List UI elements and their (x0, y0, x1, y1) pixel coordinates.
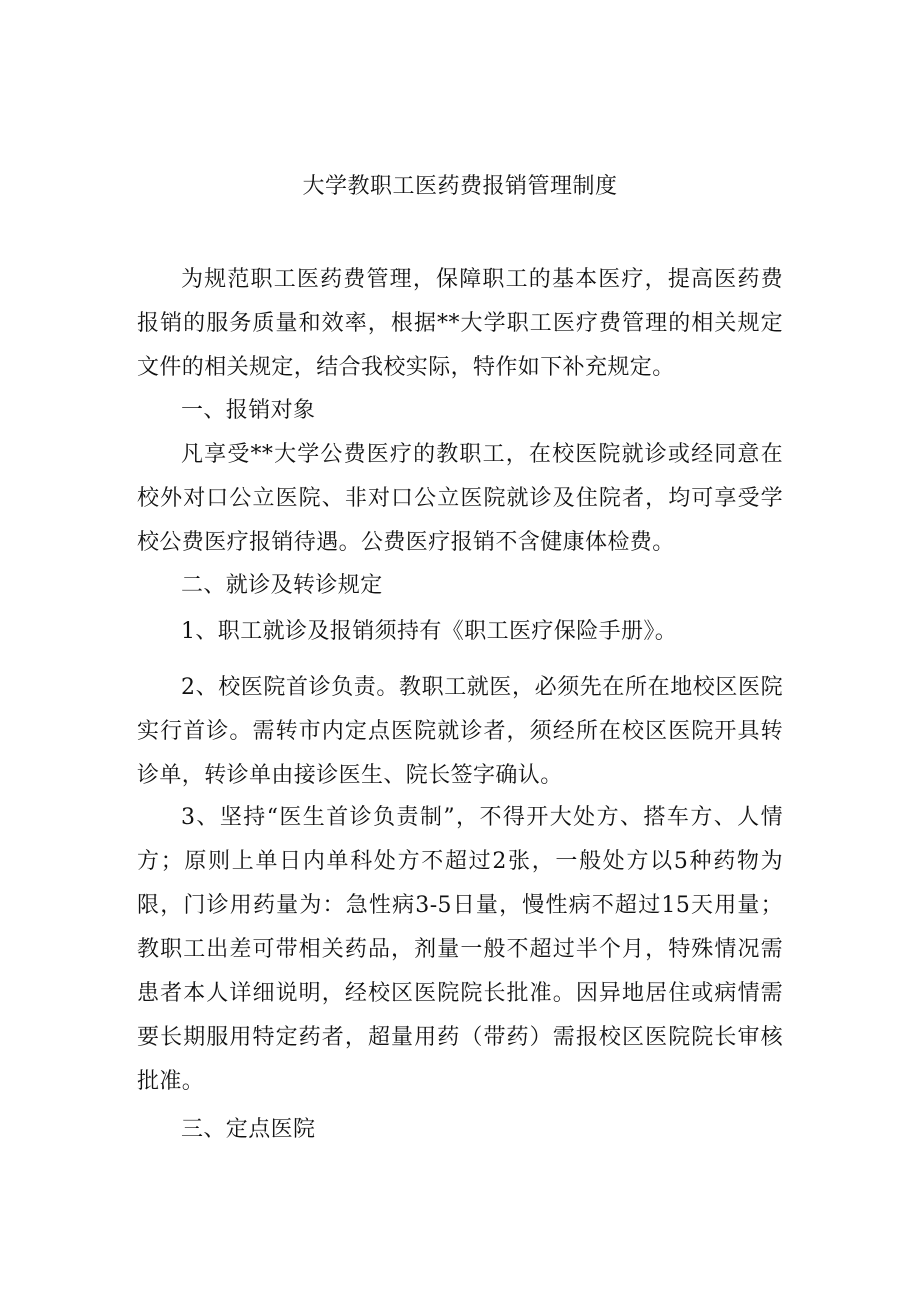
section2-heading: 二、就诊及转诊规定 (181, 573, 383, 598)
intro-paragraph: 为规范职工医药费管理，保障职工的基本医疗，提高医药费报销的服务质量和效率，根据**大学职工医疗费管理的相关规定文件的相关规定，结合我校实际，特作如下补充规定。 (137, 267, 783, 380)
section3-heading: 三、定点医院 (181, 1117, 316, 1142)
document-title: 大学教职工医药费报销管理制度 (302, 174, 618, 199)
section2-item1: 1、职工就诊及报销须持有《职工医疗保险手册》。 (181, 619, 678, 644)
section2-item2: 2、校医院首诊负责。教职工就医，必须先在所在地校区医院实行首诊。需转市内定点医院就诊者，须经所在校区医院开具转诊单，转诊单由接诊医生、院长签字确认。 (137, 675, 783, 788)
section1-heading: 一、报销对象 (181, 398, 316, 423)
section1-paragraph: 凡享受**大学公费医疗的教职工，在校医院就诊或经同意在校外对口公立医院、非对口公立医院就诊及住院者，均可享受学校公费医疗报销待遇。公费医疗报销不含健康体检费。 (137, 442, 783, 555)
section2-item3: 3、坚持“医生首诊负责制”，不得开大处方、搭车方、人情方；原则上单日内单科处方不超过2张，一般处方以5种药物为限，门诊用药量为：急性病3-5日量，慢性病不超过15天用量；教职工出差可带相关药品，剂量一般不超过半个月，特殊情况需患者本人详细说明，经校区医院院长批准。因异地居住或病情需要长期服用特定药者，超量用药（带药）需报校区医院院长审核批准。 (137, 805, 783, 1094)
